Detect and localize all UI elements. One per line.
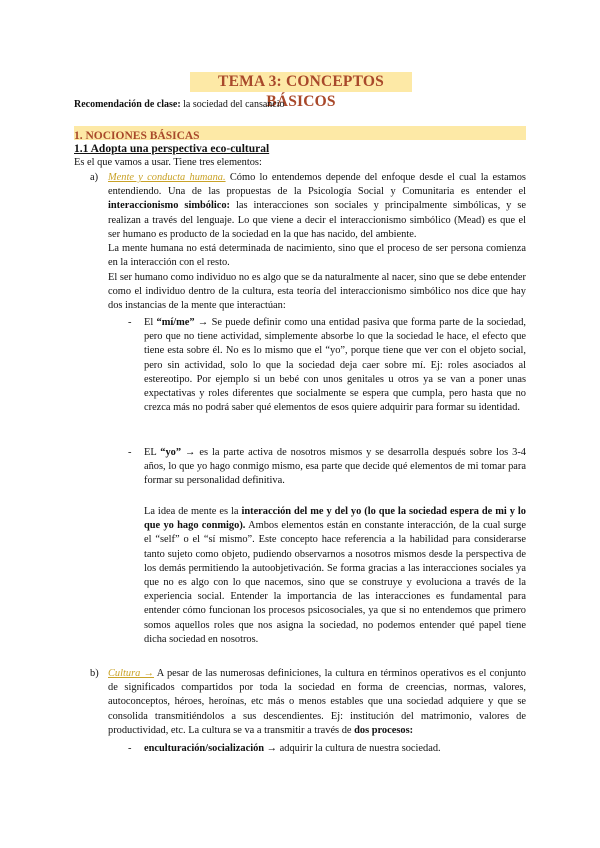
item-b-text-a: A pesar de las numerosas definiciones, la cultura en términos operativos es el conjunto de significados compartidos por toda la sociedad en forma de creencias, normas, valores, autoconceptos, héroes, heroínas, etc más o menos estables que una sociedad adquiere y que se consolida transmitiéndolos a sus descendientes. Ej: institución del matrimonio, valores de productividad, etc. La cultura se va a transmitir a través de — [108, 668, 526, 736]
section-heading: 1. NOCIONES BÁSICAS — [74, 130, 200, 142]
intro-text: Es el que vamos a usar. Tiene tres elementos: — [74, 157, 262, 168]
bullet-me-term: “mí/me” → — [156, 317, 209, 328]
subsection-heading: 1.1 Adopta una perspectiva eco-cultural — [74, 143, 270, 155]
item-a-paragraph-2: La mente humana no está determinada de nacimiento, sino que el proceso de ser persona comienza en la interacción con el resto. — [108, 243, 526, 269]
bullet-me-lead: El — [144, 317, 157, 328]
item-b-text-bold: dos procesos: — [354, 724, 414, 736]
bullet-yo-text: → es la parte activa de nosotros mismos y se desarrolla después sobre los 3-4 años, lo que yo hago conmigo mismo, esa parte que decide qué elementos de mi tomar para formar su personalidad definitiva. — [144, 447, 526, 487]
item-a-p1a: Cómo lo entendemos depende del enfoque desde el cual la estamos entendiendo. Una de las propuestas de la Psicología Social y Comunitaria es entender el — [108, 172, 526, 198]
bullet-enculturacion — [144, 742, 526, 756]
section-heading-highlight — [74, 126, 526, 140]
bullet-enculturacion-text: → adquirir la cultura de nuestra sociedad. — [264, 743, 441, 754]
bullet-yo-term: “yo” — [160, 447, 182, 458]
item-a-p1b: las interacciones son sociales y principalmente simbólicas, y se realizan a través del lenguaje. Lo que viene a decir el interaccionismo simbólico (Mead) es que el ser humano es producto de la sociedad en la que has nacido, del ambiente. — [108, 200, 526, 240]
item-a-p4b: Ambos elementos están en constante interacción, de la cual surge el “self” o el “sí mismo”. Este concepto hace referencia a la habilidad para considerarse tanto sujeto como objeto, pudiendo observarnos a nosotros mismos desde la perspectiva de los demás permitiendo la autoobjetivación. Se forma gracias a las interacciones sociales ya que no es algo con lo que nacemos, sino que se construye y evoluciona a través de la experiencia social. Entender la importancia de las interacciones es fundamental para entender cómo funcionan los procesos psicosociales, ya que si no entendemos que primero somos aquellos roles que nos asigna la sociedad, no podemos entender qué papel tiene dicha sociedad en nosotros. — [144, 520, 526, 645]
item-a-paragraph-4 — [144, 505, 526, 647]
item-b-marker: b) — [90, 668, 99, 679]
recommendation — [74, 98, 285, 111]
item-a-p4a: La idea de mente es la — [144, 506, 242, 517]
item-a-paragraph-3: El ser humano como individuo no es algo que se da naturalmente al nacer, sino que se debe entender como el individuo dentro de la cultura, esta teoría del interaccionismo simbólico nos dice que hay dos instancias de la mente que interactúan: — [108, 272, 526, 312]
item-b-paragraph — [108, 667, 526, 738]
item-a-p4-bold: interacción del me y del yo (lo que la sociedad espera de mi y lo que yo hago conmigo). — [144, 506, 526, 532]
item-a-heading: Mente y conducta humana. — [108, 172, 226, 183]
bullet-yo-dash: - — [128, 447, 132, 458]
page-title: TEMA 3: CONCEPTOS BÁSICOS — [218, 73, 384, 110]
item-a-p1-bold: interaccionismo simbólico: — [108, 200, 231, 212]
item-a-paragraph-1 — [108, 171, 526, 242]
bullet-yo-lead: EL — [144, 447, 161, 458]
bullet-yo — [144, 446, 526, 489]
recommendation-text: la sociedad del cansancio — [180, 99, 285, 110]
bullet-me-dash: - — [128, 317, 132, 328]
item-a-marker: a) — [90, 172, 99, 183]
bullet-me — [144, 316, 526, 415]
bullet-enculturacion-term: enculturación/socialización — [144, 743, 265, 754]
bullet-me-text: Se puede definir como una entidad pasiva que forma parte de la sociedad, pero que no tiene actividad, simplemente absorbe lo que la sociedad le hace, el efecto que tiene esta sobre él. No es lo mismo que el “yo”, porque tiene que ver con el objeto social, pero sin actividad, solo lo que la sociedad deja caer sobre mí. Ej: roles asociados al estereotipo. Por ejemplo si un bebé con unos genitales u otros ya se van a poner unas expectativas y roles diferentes que socialmente se espera que cumpla, pero hasta que no crezca más no podrá saber qué elementos de esos quiere adquirir para formar su identidad. — [144, 317, 527, 414]
recommendation-label: Recomendación de clase: — [74, 99, 181, 110]
bullet-enculturacion-dash: - — [128, 743, 132, 754]
item-b-heading: Cultura → — [108, 668, 155, 679]
